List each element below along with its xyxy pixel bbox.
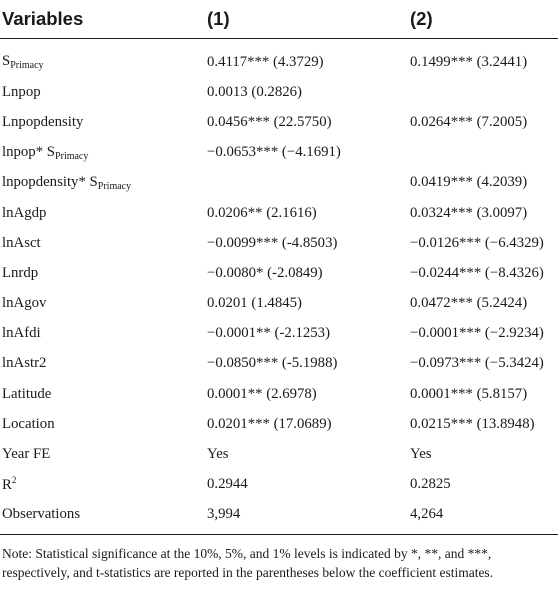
variable-label: lnAstr2 — [2, 355, 47, 372]
cell-col1: −0.0653*** (−4.1691) — [207, 144, 341, 161]
cell-col2 — [410, 77, 558, 107]
cell-col1: 0.0001** (2.6978) — [207, 385, 317, 402]
table-row — [0, 289, 558, 319]
variable-label: Latitude — [2, 385, 52, 402]
cell-col1: 0.0456*** (22.5750) — [207, 113, 332, 130]
cell-col2 — [410, 138, 558, 168]
header-col2: (2) — [410, 8, 433, 29]
variable-name — [0, 289, 207, 319]
variable-label: Lnpop — [2, 83, 41, 100]
variable-subscript: Primacy — [97, 180, 132, 192]
variable-label: lnAfdi — [2, 325, 41, 342]
cell-col1: Yes — [207, 446, 229, 463]
table-row — [0, 138, 558, 168]
cell-col2: −0.0973*** (−5.3424) — [410, 355, 544, 372]
table-row — [0, 107, 558, 137]
cell-col2: −0.0244*** (−8.4326) — [410, 264, 544, 281]
table-row — [0, 77, 558, 107]
variable-name — [0, 228, 207, 258]
variable-label: Observations — [2, 506, 81, 523]
header-variables: Variables — [2, 8, 84, 29]
table-row — [0, 470, 558, 500]
table-row — [0, 258, 558, 288]
cell-col2: −0.0126*** (−6.4329) — [410, 234, 544, 251]
cell-col2: 0.0001*** (5.8157) — [410, 385, 528, 402]
cell-col2: 0.0324*** (3.0097) — [410, 204, 528, 221]
variable-subscript: Primacy — [55, 150, 89, 162]
cell-col1: −0.0001** (-2.1253) — [207, 325, 331, 342]
cell-col2: 0.0472*** (5.2424) — [410, 295, 528, 312]
cell-col1: 0.0201*** (17.0689) — [207, 415, 332, 432]
variable-label: Location — [2, 415, 55, 432]
table-row — [0, 228, 558, 258]
cell-col2: 0.1499*** (3.2441) — [410, 53, 528, 70]
table-row — [0, 198, 558, 228]
cell-col1: −0.0080* (-2.0849) — [207, 264, 323, 281]
cell-col2: 4,264 — [410, 506, 444, 523]
variable-name — [0, 107, 207, 137]
cell-col2: −0.0001*** (−2.9234) — [410, 325, 544, 342]
variable-subscript: Primacy — [10, 60, 44, 72]
table-header — [0, 0, 558, 39]
variable-superscript: 2 — [11, 475, 17, 486]
variable-label: lnpopdensity* S — [2, 173, 98, 190]
variable-label: S — [2, 53, 11, 70]
cell-col2: 0.0419*** (4.2039) — [410, 174, 528, 191]
cell-col2: 0.0264*** (7.2005) — [410, 113, 528, 130]
variable-name — [0, 77, 207, 107]
cell-col1: −0.0099*** (-4.8503) — [207, 234, 338, 251]
variable-label: Year FE — [2, 446, 51, 463]
variable-name — [0, 470, 207, 500]
variable-label: Lnpopdensity — [2, 113, 84, 130]
variable-label: Lnrdp — [2, 264, 39, 281]
table-note: Note: Statistical significance at the 10%, 5%, and 1% levels is indicated by *, **, and ***, respectively, and t-statistics are reported in the parentheses below the coefficient estimates. — [2, 546, 494, 580]
table-row — [0, 168, 558, 198]
variable-name — [0, 138, 207, 168]
variable-name — [0, 349, 207, 379]
variable-name — [0, 319, 207, 349]
variable-label: lnAgdp — [2, 204, 47, 221]
variable-name — [0, 439, 207, 469]
cell-col1: 3,994 — [207, 506, 241, 523]
cell-col1: 0.4117*** (4.3729) — [207, 53, 324, 70]
variable-label: R — [2, 477, 12, 494]
cell-col2: 0.0215*** (13.8948) — [410, 415, 535, 432]
table-row — [0, 500, 558, 535]
table-row — [0, 39, 558, 78]
cell-col1 — [207, 168, 410, 198]
variable-label: lnpop* S — [2, 143, 56, 160]
table-row — [0, 319, 558, 349]
table-row — [0, 439, 558, 469]
variable-label: lnAgov — [2, 295, 47, 312]
variable-name — [0, 258, 207, 288]
cell-col2: Yes — [410, 446, 432, 463]
variable-name — [0, 39, 207, 78]
variable-name — [0, 198, 207, 228]
cell-col1: 0.0013 (0.2826) — [207, 83, 302, 100]
variable-label: lnAsct — [2, 234, 41, 251]
table-row — [0, 409, 558, 439]
cell-col2: 0.2825 — [410, 476, 451, 493]
table-row — [0, 349, 558, 379]
header-col1: (1) — [207, 8, 230, 29]
table-row — [0, 379, 558, 409]
variable-name — [0, 168, 207, 198]
cell-col1: 0.0206** (2.1616) — [207, 204, 317, 221]
variable-name — [0, 409, 207, 439]
cell-col1: −0.0850*** (-5.1988) — [207, 355, 338, 372]
cell-col1: 0.2944 — [207, 476, 248, 493]
cell-col1: 0.0201 (1.4845) — [207, 295, 302, 312]
variable-name — [0, 379, 207, 409]
header-row — [0, 0, 558, 39]
variable-name — [0, 500, 207, 535]
table-body — [0, 39, 558, 535]
